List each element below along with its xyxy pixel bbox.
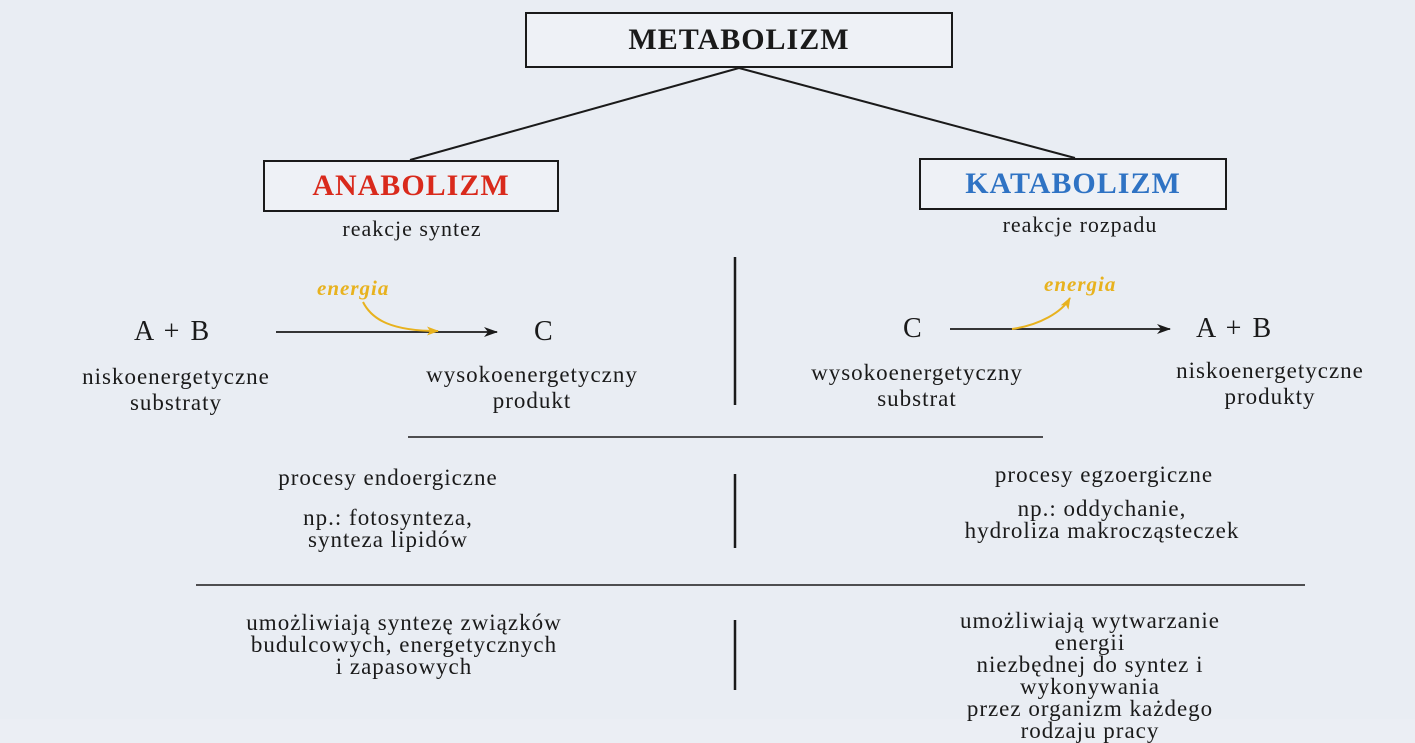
catabolism-products-description: niskoenergetyczne produkty	[1176, 358, 1364, 409]
catabolism-energy-arrow	[1012, 298, 1070, 329]
catabolism-substrate-description: wysokoenergetyczny substrat	[811, 360, 1023, 411]
metabolism-title: METABOLIZM	[525, 12, 953, 68]
connector-to-catabolism	[739, 68, 1075, 158]
anabolism-energy-label: energia	[317, 276, 390, 300]
anabolism-examples: np.: fotosynteza, synteza lipidów	[303, 505, 473, 553]
anabolism-role: umożliwiają syntezę związków budulcowych, energetycznych i zapasowych	[246, 610, 562, 680]
catabolism-role: umożliwiają wytwarzanie energii niezbędnej do syntez i wykonywania przez organizm każdego rodzaju pracy	[960, 608, 1220, 743]
anabolism-substrates-formula: A + B	[134, 316, 212, 347]
anabolism-product-formula: C	[534, 316, 555, 347]
anabolism-product-description: wysokoenergetyczny produkt	[426, 362, 638, 413]
anabolism-substrates-description: niskoenergetyczne substraty	[82, 364, 270, 415]
anabolism-subtitle: reakcje syntez	[342, 216, 482, 241]
catabolism-products-formula: A + B	[1196, 313, 1274, 344]
catabolism-energy-label: energia	[1044, 272, 1117, 296]
catabolism-process-type: procesy egzoergiczne	[994, 462, 1214, 487]
catabolism-title: KATABOLIZM	[919, 158, 1227, 210]
anabolism-title: ANABOLIZM	[263, 160, 559, 212]
catabolism-substrate-formula: C	[903, 313, 924, 344]
anabolism-process-type: procesy endoergiczne	[278, 465, 498, 490]
anabolism-energy-arrow	[363, 302, 438, 331]
connector-to-anabolism	[410, 68, 739, 160]
catabolism-subtitle: reakcje rozpadu	[1002, 212, 1158, 237]
catabolism-examples: np.: oddychanie, hydroliza makrocząsteczek	[964, 496, 1240, 544]
